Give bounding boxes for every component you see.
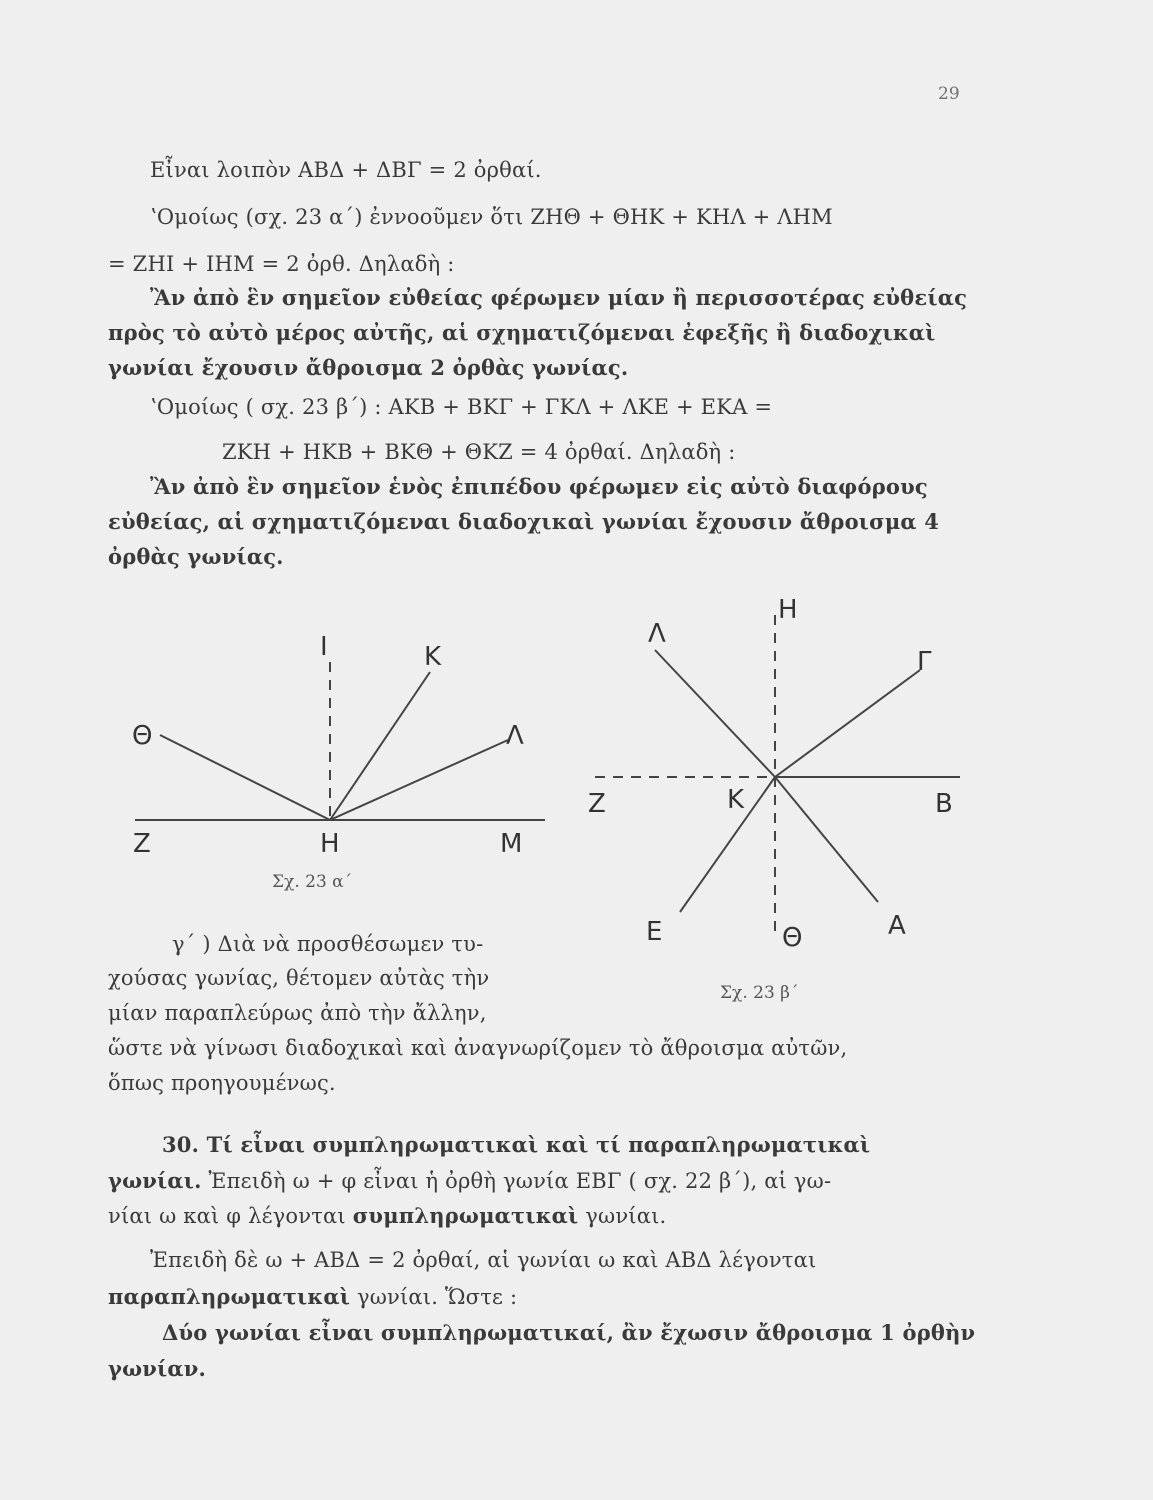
equation-line: ʽΟμοίως ( σχ. 23 β΄) : ΑΚΒ + ΒΚΓ + ΓΚΛ + ΛΚΕ + ΕΚΑ = [150, 395, 773, 419]
label-A: Α [888, 911, 906, 941]
rule-text: πρὸς τὸ αὐτὸ μέρος αὐτῆς, αἱ σχηματιζόμεναι ἐφεξῆς ἢ διαδοχικαὶ [108, 320, 936, 345]
label-M: Μ [500, 829, 523, 859]
label-K: Κ [727, 785, 745, 815]
label-Z: Ζ [133, 829, 151, 859]
line-KGamma [775, 670, 920, 777]
label-K: Κ [424, 642, 442, 672]
figure-23b [580, 590, 980, 970]
equation-line: ΖΚΗ + ΗΚΒ + ΒΚΘ + ΘΚΖ = 4 ὀρθαί. Δηλαδὴ : [222, 440, 736, 464]
body-text: νίαι ω καὶ φ λέγονται [108, 1204, 353, 1228]
label-B: Β [935, 789, 953, 819]
label-Theta: Θ [132, 721, 153, 751]
section-line [108, 1284, 517, 1309]
figure-23a-caption: Σχ. 23 α΄ [272, 872, 353, 892]
body-text: Ἐπειδὴ δὲ ω + ΑΒΔ = 2 ὀρθαί, αἱ γωνίαι ω καὶ ΑΒΔ λέγονται [150, 1248, 817, 1272]
rule-text: Ἂν ἀπὸ ἓν σημεῖον ἑνὸς ἐπιπέδου φέρωμεν εἰς αὐτὸ διαφόρους [150, 474, 928, 499]
section-heading-end: γωνίαι. [108, 1168, 202, 1193]
figure-23b-caption: Σχ. 23 β΄ [720, 983, 799, 1003]
label-Gamma: Γ [917, 647, 932, 677]
body-text: γ΄ ) Διὰ νὰ προσθέσωμεν τυ- [172, 932, 484, 956]
label-Lambda: Λ [506, 721, 524, 751]
equation-line: ʽΟμοίως (σχ. 23 α΄) ἐννοοῦμεν ὅτι ΖΗΘ + ΘΗΚ + ΚΗΛ + ΛΗΜ [150, 205, 833, 229]
rule-text: Δύο γωνίαι εἶναι συμπληρωματικαί, ἂν ἔχωσιν ἄθροισμα 1 ὀρθὴν [162, 1320, 976, 1345]
label-I: I [320, 632, 328, 662]
line-KA [775, 777, 878, 902]
term-complementary: συμπληρωματικαὶ [352, 1203, 579, 1228]
body-text: γωνίαι. Ὥστε : [350, 1285, 518, 1309]
equation-line: = ΖΗΙ + ΙΗΜ = 2 ὀρθ. Δηλαδὴ : [108, 252, 455, 276]
rule-text: ὀρθὰς γωνίας. [108, 544, 284, 569]
page-number: 29 [938, 84, 960, 104]
section-line [108, 1203, 666, 1228]
line-KLambda [655, 650, 775, 777]
body-text: Ἐπειδὴ ω + φ εἶναι ἡ ὀρθὴ γωνία ΕΒΓ ( σχ. 22 β΄), αἱ γω- [208, 1169, 832, 1193]
label-Theta: Θ [782, 923, 803, 953]
rule-text: εὐθείας, αἱ σχηματιζόμεναι διαδοχικαὶ γωνίαι ἔχουσιν ἄθροισμα 4 [108, 509, 940, 534]
body-text: γωνίαι. [578, 1204, 667, 1228]
section-heading: 30. Τί εἶναι συμπληρωματικαὶ καὶ τί παραπληρωματικαὶ [162, 1132, 871, 1157]
label-Lambda: Λ [648, 619, 666, 649]
body-text: μίαν παραπλεύρως ἀπὸ τὴν ἄλλην, [108, 1001, 487, 1025]
label-H: Η [778, 595, 798, 625]
label-E: Ε [646, 917, 663, 947]
rule-text: γωνίαι ἔχουσιν ἄθροισμα 2 ὀρθὰς γωνίας. [108, 355, 629, 380]
label-Z: Ζ [588, 789, 606, 819]
figure-23a [120, 620, 560, 880]
section-line [108, 1168, 831, 1193]
term-supplementary: παραπληρωματικαὶ [108, 1284, 351, 1309]
label-H: Η [320, 829, 340, 859]
body-text: ὅπως προηγουμένως. [108, 1071, 336, 1095]
line-HTheta [160, 735, 330, 820]
body-text: χούσας γωνίας, θέτομεν αὐτὰς τὴν [108, 966, 490, 990]
rule-text: Ἂν ἀπὸ ἓν σημεῖον εὐθείας φέρωμεν μίαν ἢ περισσοτέρας εὐθείας [150, 285, 968, 310]
body-text: ὥστε νὰ γίνωσι διαδοχικαὶ καὶ ἀναγνωρίζομεν τὸ ἄθροισμα αὐτῶν, [108, 1036, 848, 1060]
rule-text: γωνίαν. [108, 1356, 207, 1381]
equation-line: Εἶναι λοιπὸν ΑΒΔ + ΔΒΓ = 2 ὀρθαί. [150, 158, 542, 182]
